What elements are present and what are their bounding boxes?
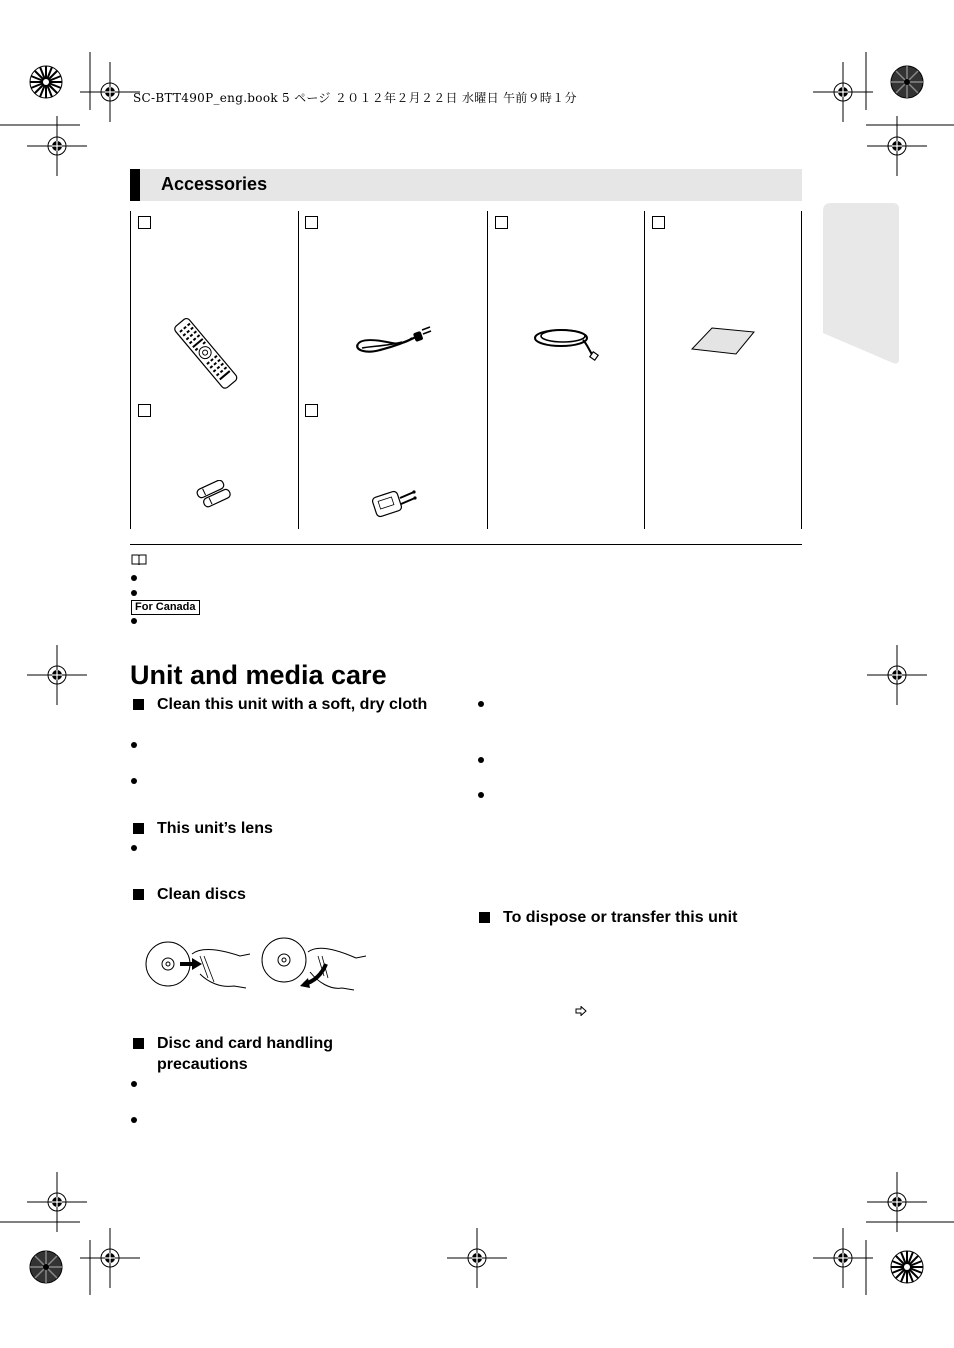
bullet — [131, 575, 137, 581]
unit-media-care-title: Unit and media care — [130, 660, 387, 690]
note-book-icon — [131, 553, 147, 566]
bullet — [131, 742, 137, 748]
grid-divider — [644, 211, 645, 529]
heading-marker — [133, 699, 144, 710]
bullet — [131, 845, 137, 851]
bullet — [478, 701, 484, 707]
accessory-checkbox[interactable] — [652, 216, 665, 229]
accessory-checkbox[interactable] — [305, 216, 318, 229]
bullet — [478, 757, 484, 763]
bullet — [131, 1117, 137, 1123]
grid-divider — [801, 211, 802, 529]
accessory-checkbox[interactable] — [305, 404, 318, 417]
grid-divider — [130, 211, 131, 529]
arrow-right-icon — [575, 1006, 587, 1016]
bullet — [131, 590, 137, 596]
grid-divider — [298, 211, 299, 529]
side-tab — [823, 203, 899, 365]
disc-cleaning-icon — [142, 936, 370, 996]
heading-marker — [479, 912, 490, 923]
accessory-checkbox[interactable] — [495, 216, 508, 229]
for-canada-label: For Canada — [131, 600, 200, 615]
ac-power-cord-icon — [352, 326, 434, 356]
heading-marker — [133, 889, 144, 900]
batteries-icon — [194, 480, 236, 508]
accessories-section-header — [130, 169, 802, 201]
dispose-heading: To dispose or transfer this unit — [503, 909, 738, 926]
lens-heading: This unit’s lens — [157, 820, 273, 837]
fm-antenna-cable-icon — [531, 322, 603, 362]
grid-divider — [487, 211, 488, 529]
book-info-header: SC-BTT490P_eng.book 5 ページ ２０１２年２月２２日 水曜日 午前９時１分 — [133, 91, 577, 105]
clean-discs-heading: Clean discs — [157, 886, 246, 903]
bullet — [131, 1081, 137, 1087]
bullet — [131, 778, 137, 784]
accessory-checkbox[interactable] — [138, 404, 151, 417]
heading-marker — [133, 1038, 144, 1049]
accessories-title: Accessories — [161, 174, 268, 194]
remote-control-icon — [168, 316, 242, 392]
bullet — [478, 792, 484, 798]
sheet-icon — [690, 326, 756, 356]
section-marker — [130, 169, 140, 201]
accessories-bottom-rule — [130, 544, 802, 545]
clean-unit-heading: Clean this unit with a soft, dry cloth — [157, 696, 428, 713]
accessory-checkbox[interactable] — [138, 216, 151, 229]
handling-heading: Disc and card handling precautions — [157, 1035, 334, 1073]
plug-adapter-icon — [368, 480, 420, 524]
bullet — [131, 618, 137, 624]
heading-marker — [133, 823, 144, 834]
